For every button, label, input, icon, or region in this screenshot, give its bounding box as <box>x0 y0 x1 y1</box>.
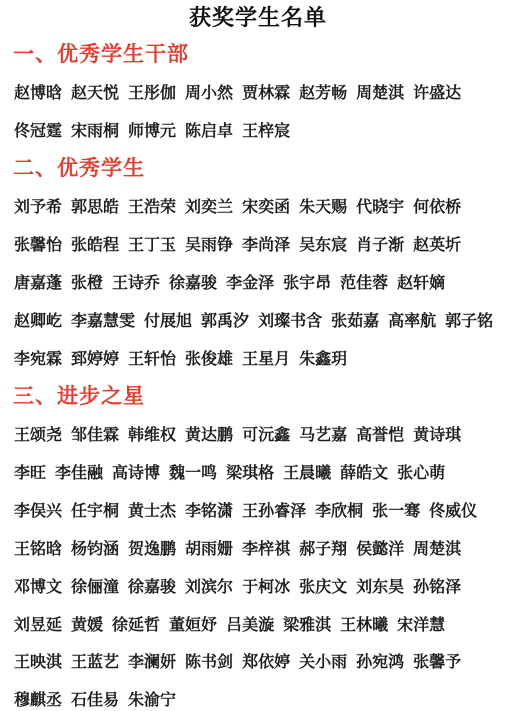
student-name: 邹佳霖 <box>71 425 120 444</box>
student-name: 朱天赐 <box>299 197 348 216</box>
student-name: 黄达鹏 <box>185 425 234 444</box>
student-name: 佟冠霆 <box>14 120 63 140</box>
student-name: 李佳融 <box>55 462 104 482</box>
student-name: 刘予希 <box>14 197 63 216</box>
student-name: 赵英圻 <box>413 234 462 254</box>
student-name: 关小雨 <box>299 652 348 672</box>
page-title: 获奖学生名单 <box>188 5 327 31</box>
student-name: 徐俪潼 <box>71 576 120 596</box>
student-name: 唐嘉蓬 <box>14 272 63 292</box>
student-name: 徐嘉骏 <box>169 272 218 292</box>
student-name: 王颂尧 <box>14 425 63 444</box>
name-row <box>14 462 454 484</box>
student-name: 贾林霖 <box>242 83 291 102</box>
name-row <box>14 576 470 598</box>
student-name: 王蓝艺 <box>71 652 120 672</box>
name-row <box>14 196 470 218</box>
student-name: 杨钧涵 <box>71 538 120 558</box>
student-name: 赵天悦 <box>71 83 120 102</box>
student-name: 刘昱延 <box>14 614 63 634</box>
student-name: 吴东宸 <box>299 234 348 254</box>
student-name: 黄诗琪 <box>413 425 462 444</box>
student-name: 佟威仪 <box>429 500 478 520</box>
student-name: 赵轩嫡 <box>397 272 446 292</box>
student-name: 张橙 <box>71 272 104 292</box>
student-name: 胡雨姗 <box>185 538 234 558</box>
student-name: 梁雅淇 <box>283 614 332 634</box>
name-row <box>14 310 502 332</box>
student-name: 郅婷婷 <box>71 348 120 368</box>
student-name: 宋雨桐 <box>71 120 120 140</box>
student-name: 赵卿屹 <box>14 310 63 330</box>
student-name: 王映淇 <box>14 652 63 672</box>
student-name: 赵芳畅 <box>299 83 348 102</box>
name-row <box>14 120 299 142</box>
student-name: 魏一鸣 <box>169 462 218 482</box>
student-name: 王彤伽 <box>128 83 177 102</box>
student-name: 黄媛 <box>71 614 104 634</box>
student-name: 刘璨书含 <box>258 310 323 330</box>
student-name: 高诗博 <box>112 462 161 482</box>
student-name: 范佳蓉 <box>340 272 389 292</box>
student-name: 穆麒丞 <box>14 690 63 710</box>
student-name: 朱渝宁 <box>128 690 177 710</box>
student-name: 高率航 <box>388 310 437 330</box>
student-name: 陈启卓 <box>185 120 234 140</box>
student-name: 何依桥 <box>413 197 462 216</box>
student-name: 吴雨铮 <box>185 234 234 254</box>
student-name: 李澜妍 <box>128 652 177 672</box>
student-name: 张茹嘉 <box>331 310 380 330</box>
student-name: 陈书剑 <box>185 652 234 672</box>
student-name: 张俊雄 <box>185 348 234 368</box>
student-name: 许盛达 <box>413 83 462 102</box>
student-name: 李欣桐 <box>315 500 364 520</box>
student-name: 王诗乔 <box>112 272 161 292</box>
student-name: 李旺 <box>14 462 47 482</box>
student-name: 贺逸鹏 <box>128 538 177 558</box>
student-name: 王孙睿泽 <box>242 500 307 520</box>
student-name: 师博元 <box>128 120 177 140</box>
student-name: 董姮妤 <box>169 614 218 634</box>
student-name: 梁琪格 <box>226 462 275 482</box>
student-name: 李金泽 <box>226 272 275 292</box>
student-name: 可沅鑫 <box>242 425 291 444</box>
name-row <box>14 500 486 522</box>
student-name: 周楚淇 <box>413 538 462 558</box>
name-row <box>14 651 470 673</box>
student-name: 张皓程 <box>71 234 120 254</box>
student-name: 李铭潇 <box>185 500 234 520</box>
student-name: 张馨予 <box>413 652 462 672</box>
student-name: 吕美漩 <box>226 614 275 634</box>
name-row <box>14 424 470 446</box>
student-name: 韩维权 <box>128 425 177 444</box>
student-name: 朱鑫玥 <box>299 348 348 368</box>
student-name: 薛皓文 <box>340 462 389 482</box>
student-name: 郭子铭 <box>445 310 494 330</box>
student-name: 代晓宇 <box>356 197 405 216</box>
name-row <box>14 234 470 256</box>
student-name: 王浩荣 <box>128 197 177 216</box>
student-name: 马艺嘉 <box>299 425 348 444</box>
student-name: 王铭晗 <box>14 538 63 558</box>
student-name: 王星月 <box>242 348 291 368</box>
student-name: 周楚淇 <box>356 83 405 102</box>
student-name: 王梓宸 <box>242 120 291 140</box>
student-name: 邓博文 <box>14 576 63 596</box>
section-heading: 三、进步之星 <box>13 384 145 408</box>
student-name: 王林曦 <box>340 614 389 634</box>
student-name: 于柯冰 <box>242 576 291 596</box>
student-name: 王轩怡 <box>128 348 177 368</box>
student-name: 高誉恺 <box>356 425 405 444</box>
student-name: 张庆文 <box>299 576 348 596</box>
name-row <box>14 614 454 636</box>
name-row <box>14 538 470 560</box>
student-name: 郭禹汐 <box>201 310 250 330</box>
student-name: 周小然 <box>185 83 234 102</box>
student-name: 王丁玉 <box>128 234 177 254</box>
student-name: 郝子翔 <box>299 538 348 558</box>
name-row <box>14 689 185 711</box>
student-name: 石佳易 <box>71 690 120 710</box>
student-name: 王晨曦 <box>283 462 332 482</box>
student-name: 张馨怡 <box>14 234 63 254</box>
student-name: 徐嘉骏 <box>128 576 177 596</box>
student-name: 赵博晗 <box>14 83 63 102</box>
student-name: 宋洋慧 <box>397 614 446 634</box>
student-name: 刘滨尔 <box>185 576 234 596</box>
student-name: 郑依婷 <box>242 652 291 672</box>
student-name: 肖子渐 <box>356 234 405 254</box>
student-name: 张一骞 <box>372 500 421 520</box>
student-name: 郭思皓 <box>71 197 120 216</box>
name-row <box>14 348 356 370</box>
name-row <box>14 272 454 294</box>
student-name: 孙宛鸿 <box>356 652 405 672</box>
student-name: 徐延哲 <box>112 614 161 634</box>
student-name: 张心萌 <box>397 462 446 482</box>
student-name: 刘奕兰 <box>185 197 234 216</box>
student-name: 侯懿洋 <box>356 538 405 558</box>
student-name: 付展旭 <box>144 310 193 330</box>
student-name: 黄士杰 <box>128 500 177 520</box>
student-name: 宋奕函 <box>242 197 291 216</box>
student-name: 张宇昂 <box>283 272 332 292</box>
student-name: 李宛霖 <box>14 348 63 368</box>
section-heading: 二、优秀学生 <box>13 156 145 180</box>
student-name: 李梓祺 <box>242 538 291 558</box>
name-row <box>14 82 470 104</box>
student-name: 李尚泽 <box>242 234 291 254</box>
student-name: 李嘉慧雯 <box>71 310 136 330</box>
student-name: 李俣兴 <box>14 500 63 520</box>
section-heading: 一、优秀学生干部 <box>13 42 189 66</box>
student-name: 刘东昊 <box>356 576 405 596</box>
student-name: 任宇桐 <box>71 500 120 520</box>
student-name: 孙铭泽 <box>413 576 462 596</box>
